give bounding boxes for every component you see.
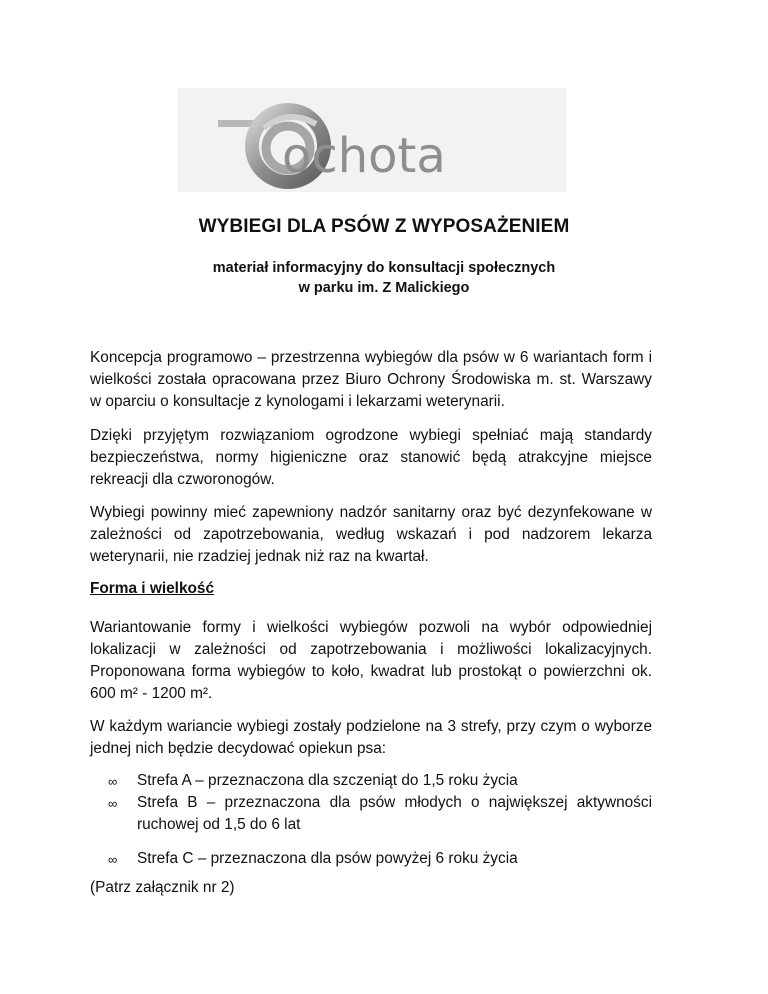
paragraph-standards: Dzięki przyjętym rozwiązaniom ogrodzone wybiegi spełniać mają standardy bezpieczeństwa, normy higieniczne oraz stanowić będą atrakcyjne miejsce rekreacji dla czworonogów. bbox=[90, 427, 652, 488]
logo-banner bbox=[178, 88, 566, 192]
document-title: WYBIEGI DLA PSÓW Z WYPOSAŻENIEM bbox=[198, 216, 570, 237]
zone-c-text: Strefa C – przeznaczona dla psów powyżej 6 roku życia bbox=[137, 850, 518, 867]
bullet-icon: ∞ bbox=[108, 796, 118, 811]
ochota-logo-icon bbox=[178, 88, 566, 192]
paragraph-attachment-note: (Patrz załącznik nr 2) bbox=[90, 879, 235, 896]
zone-b-text: Strefa B – przeznaczona dla psów młodych o największej aktywności ruchowej od 1,5 do 6 lat bbox=[137, 794, 652, 833]
bullet-icon: ∞ bbox=[108, 774, 118, 789]
logo-wordmark: ochota bbox=[282, 128, 446, 184]
zones-list bbox=[90, 770, 652, 870]
paragraph-concept: Koncepcja programowo – przestrzenna wybiegów dla psów w 6 wariantach form i wielkości została opracowana przez Biuro Ochrony Środowiska m. st. Warszawy w oparciu o konsultacje z kynologami i lekarzami weterynarii. bbox=[90, 349, 652, 410]
document-subtitle bbox=[0, 258, 768, 298]
section-heading-form-size: Forma i wielkość bbox=[90, 580, 215, 597]
paragraph-sanitary: Wybiegi powinny mieć zapewniony nadzór sanitarny oraz być dezynfekowane w zależności od zapotrzebowania, według wskazań i pod nadzorem lekarza weterynarii, nie rzadziej jednak niż raz na kwartał. bbox=[90, 504, 652, 565]
paragraph-zones-intro: W każdym wariancie wybiegi zostały podzielone na 3 strefy, przy czym o wyborze jednej nich będzie decydować opiekun psa: bbox=[90, 718, 652, 757]
list-item bbox=[90, 848, 652, 870]
subtitle-line-1: materiał informacyjny do konsultacji społecznych bbox=[212, 260, 556, 276]
zone-a-text: Strefa A – przeznaczona dla szczeniąt do 1,5 roku życia bbox=[137, 772, 518, 789]
subtitle-line-2: w parku im. Z Malickiego bbox=[298, 280, 470, 296]
paragraph-variants: Wariantowanie formy i wielkości wybiegów pozwoli na wybór odpowiedniej lokalizacji w zależności od zapotrzebowania i możliwości lokalizacyjnych. Proponowana forma wybiegów to koło, kwadrat lub prostokąt o powierzchni ok. 600 m² - 1200 m². bbox=[90, 619, 652, 702]
list-item bbox=[90, 770, 652, 792]
bullet-icon: ∞ bbox=[108, 852, 118, 867]
list-item bbox=[90, 792, 652, 836]
